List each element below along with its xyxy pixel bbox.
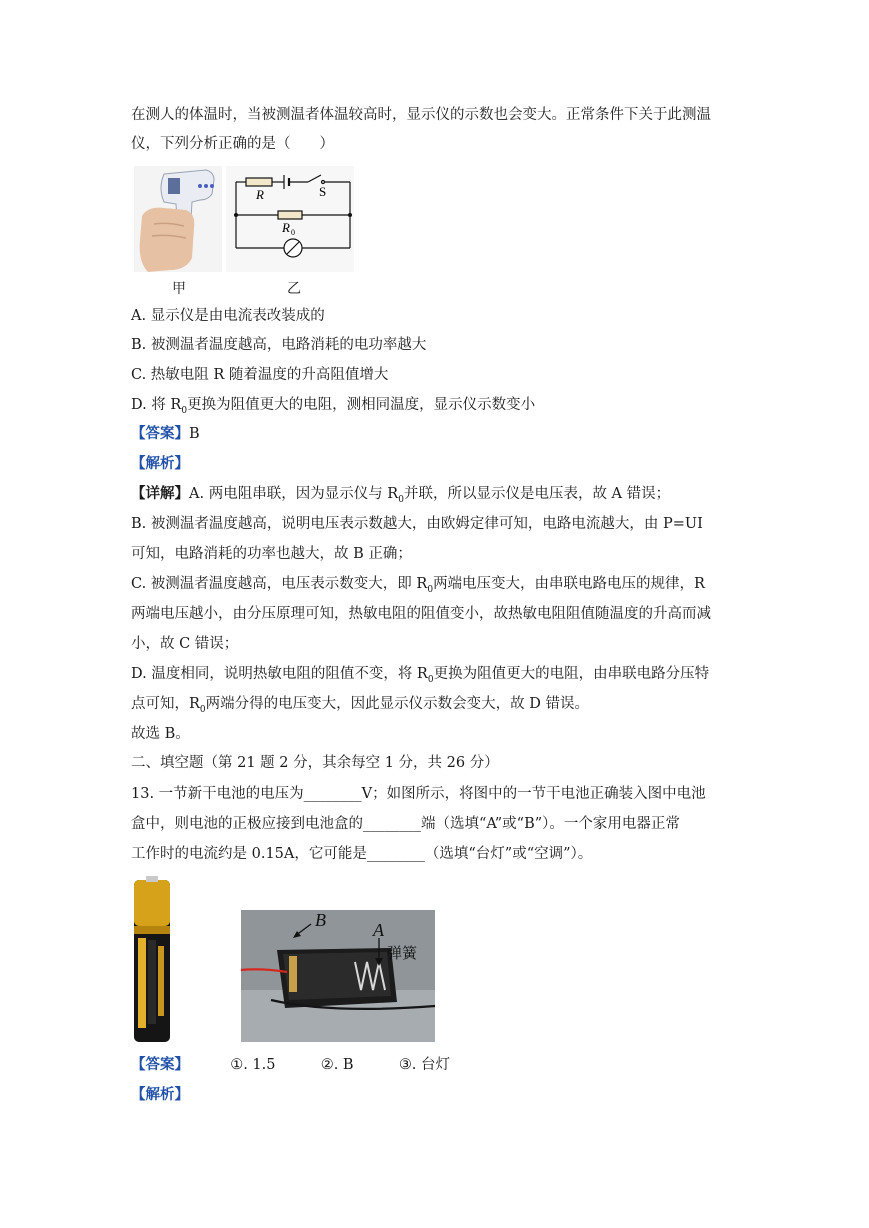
- detail-d2-pre: 点可知，R: [131, 696, 200, 712]
- thermometer-gun-figure: [134, 166, 222, 272]
- option-d-text-post: 更换为阻值更大的电阻，测相同温度，显示仪示数变小: [187, 397, 536, 413]
- q12-detail-c-line2: 两端电压越小，由分压原理可知，热敏电阻的阻值变小，故热敏电阻阻值随温度的升高而减: [131, 606, 711, 622]
- figure-jia-caption: 甲: [172, 281, 186, 297]
- q12-analysis-label: 【解析】: [131, 455, 189, 472]
- q12-detail-b-line2: 可知，电路消耗的功率也越大，故 B 正确；: [131, 546, 412, 562]
- resistor-r-symbol: [246, 178, 272, 186]
- q13-line2: 盒中，则电池的正极应接到电池盒的________端（选填“A”或“B”）。一个家用电器正常: [131, 816, 680, 832]
- q12-detail-b-line1: B. 被测温者温度越高，说明电压表示数越大，由欧姆定律可知，电路电流越大，由 P=UI: [131, 516, 703, 532]
- detail-a-pre: A. 两电阻串联，因为显示仪与 R: [189, 486, 399, 502]
- q13-answer-3: ③. 台灯: [398, 1057, 451, 1073]
- q12-option-c: C. 热敏电阻 R 随着温度的升高阻值增大: [131, 367, 389, 383]
- section2-heading: 二、填空题（第 21 题 2 分，其余每空 1 分，共 26 分）: [131, 755, 499, 771]
- q12-detail-d-line2: [131, 694, 589, 720]
- q12-stem-line1: 在测人的体温时，当被测温者体温较高时，显示仪的示数也会变大。正常条件下关于此测温: [131, 107, 711, 123]
- q12-detail-c-line3: 小，故 C 错误；: [131, 636, 239, 652]
- resistor-r0-symbol: [278, 211, 302, 219]
- box-label-a: A: [373, 920, 384, 940]
- detail-d2-sub: 0: [199, 704, 206, 715]
- q12-option-d: [131, 395, 535, 421]
- circuit-diagram: [226, 166, 354, 272]
- aa-battery-photo: [132, 876, 218, 1046]
- q12-conclusion: 故选 B。: [131, 726, 190, 742]
- detail-d1-sub: 0: [427, 674, 434, 685]
- q12-answer: [131, 424, 200, 444]
- circuit-label-r: R: [256, 187, 264, 202]
- box-label-spring: 弹簧: [387, 944, 418, 962]
- answer-label: 【答案】: [131, 425, 189, 442]
- q12-stem-line2: 仪，下列分析正确的是（ ）: [131, 136, 334, 152]
- q13-answer-2: ②. B: [320, 1057, 354, 1073]
- q12-option-b: B. 被测温者温度越高，电路消耗的电功率越大: [131, 337, 427, 353]
- detail-d2-post: 两端分得的电压变大，因此显示仪示数会变大，故 D 错误。: [205, 696, 589, 712]
- detail-c-post: 两端电压变大，由串联电路电压的规律，R: [433, 576, 705, 592]
- circuit-label-r0-sub: 0: [291, 228, 295, 237]
- q13-line3: 工作时的电流约是 0.15A，它可能是________（选填“台灯”或“空调”）。: [131, 846, 593, 862]
- q13-answer-label: 【答案】: [131, 1056, 189, 1073]
- option-d-subscript: 0: [181, 405, 188, 416]
- q12-option-a: A. 显示仪是由电流表改装成的: [131, 308, 325, 324]
- battery-box-photo: [241, 910, 435, 1042]
- answer-value: B: [189, 426, 200, 442]
- q13-answer: [131, 1055, 450, 1075]
- detail-a-post: 并联，所以显示仪是电压表，故 A 错误；: [403, 486, 671, 502]
- detail-c-pre: C. 被测温者温度越高，电压表示数变大，即 R: [131, 576, 428, 592]
- detail-d1-pre: D. 温度相同，说明热敏电阻的阻值不变，将 R: [131, 666, 428, 682]
- detail-label: 【详解】: [131, 485, 189, 502]
- circuit-label-r0: R: [282, 220, 290, 235]
- q12-detail-d-line1: [131, 664, 709, 690]
- detail-d1-post: 更换为阻值更大的电阻，由串联电路分压特: [433, 666, 710, 682]
- q13-answer-1: ①. 1.5: [230, 1057, 276, 1073]
- box-label-b: B: [315, 910, 326, 930]
- circuit-label-s: S: [319, 184, 327, 199]
- figure-yi-caption: 乙: [287, 281, 301, 297]
- q12-detail-a: [131, 484, 670, 510]
- detail-a-sub: 0: [398, 494, 404, 505]
- q13-line1: 13. 一节新干电池的电压为________V；如图所示，将图中的一节干电池正确装入图中电池: [131, 786, 706, 802]
- q12-detail-c-line1: [131, 574, 705, 600]
- q13-analysis-label: 【解析】: [131, 1086, 189, 1103]
- option-d-text-pre: D. 将 R: [131, 397, 182, 413]
- detail-c-sub: 0: [427, 584, 434, 595]
